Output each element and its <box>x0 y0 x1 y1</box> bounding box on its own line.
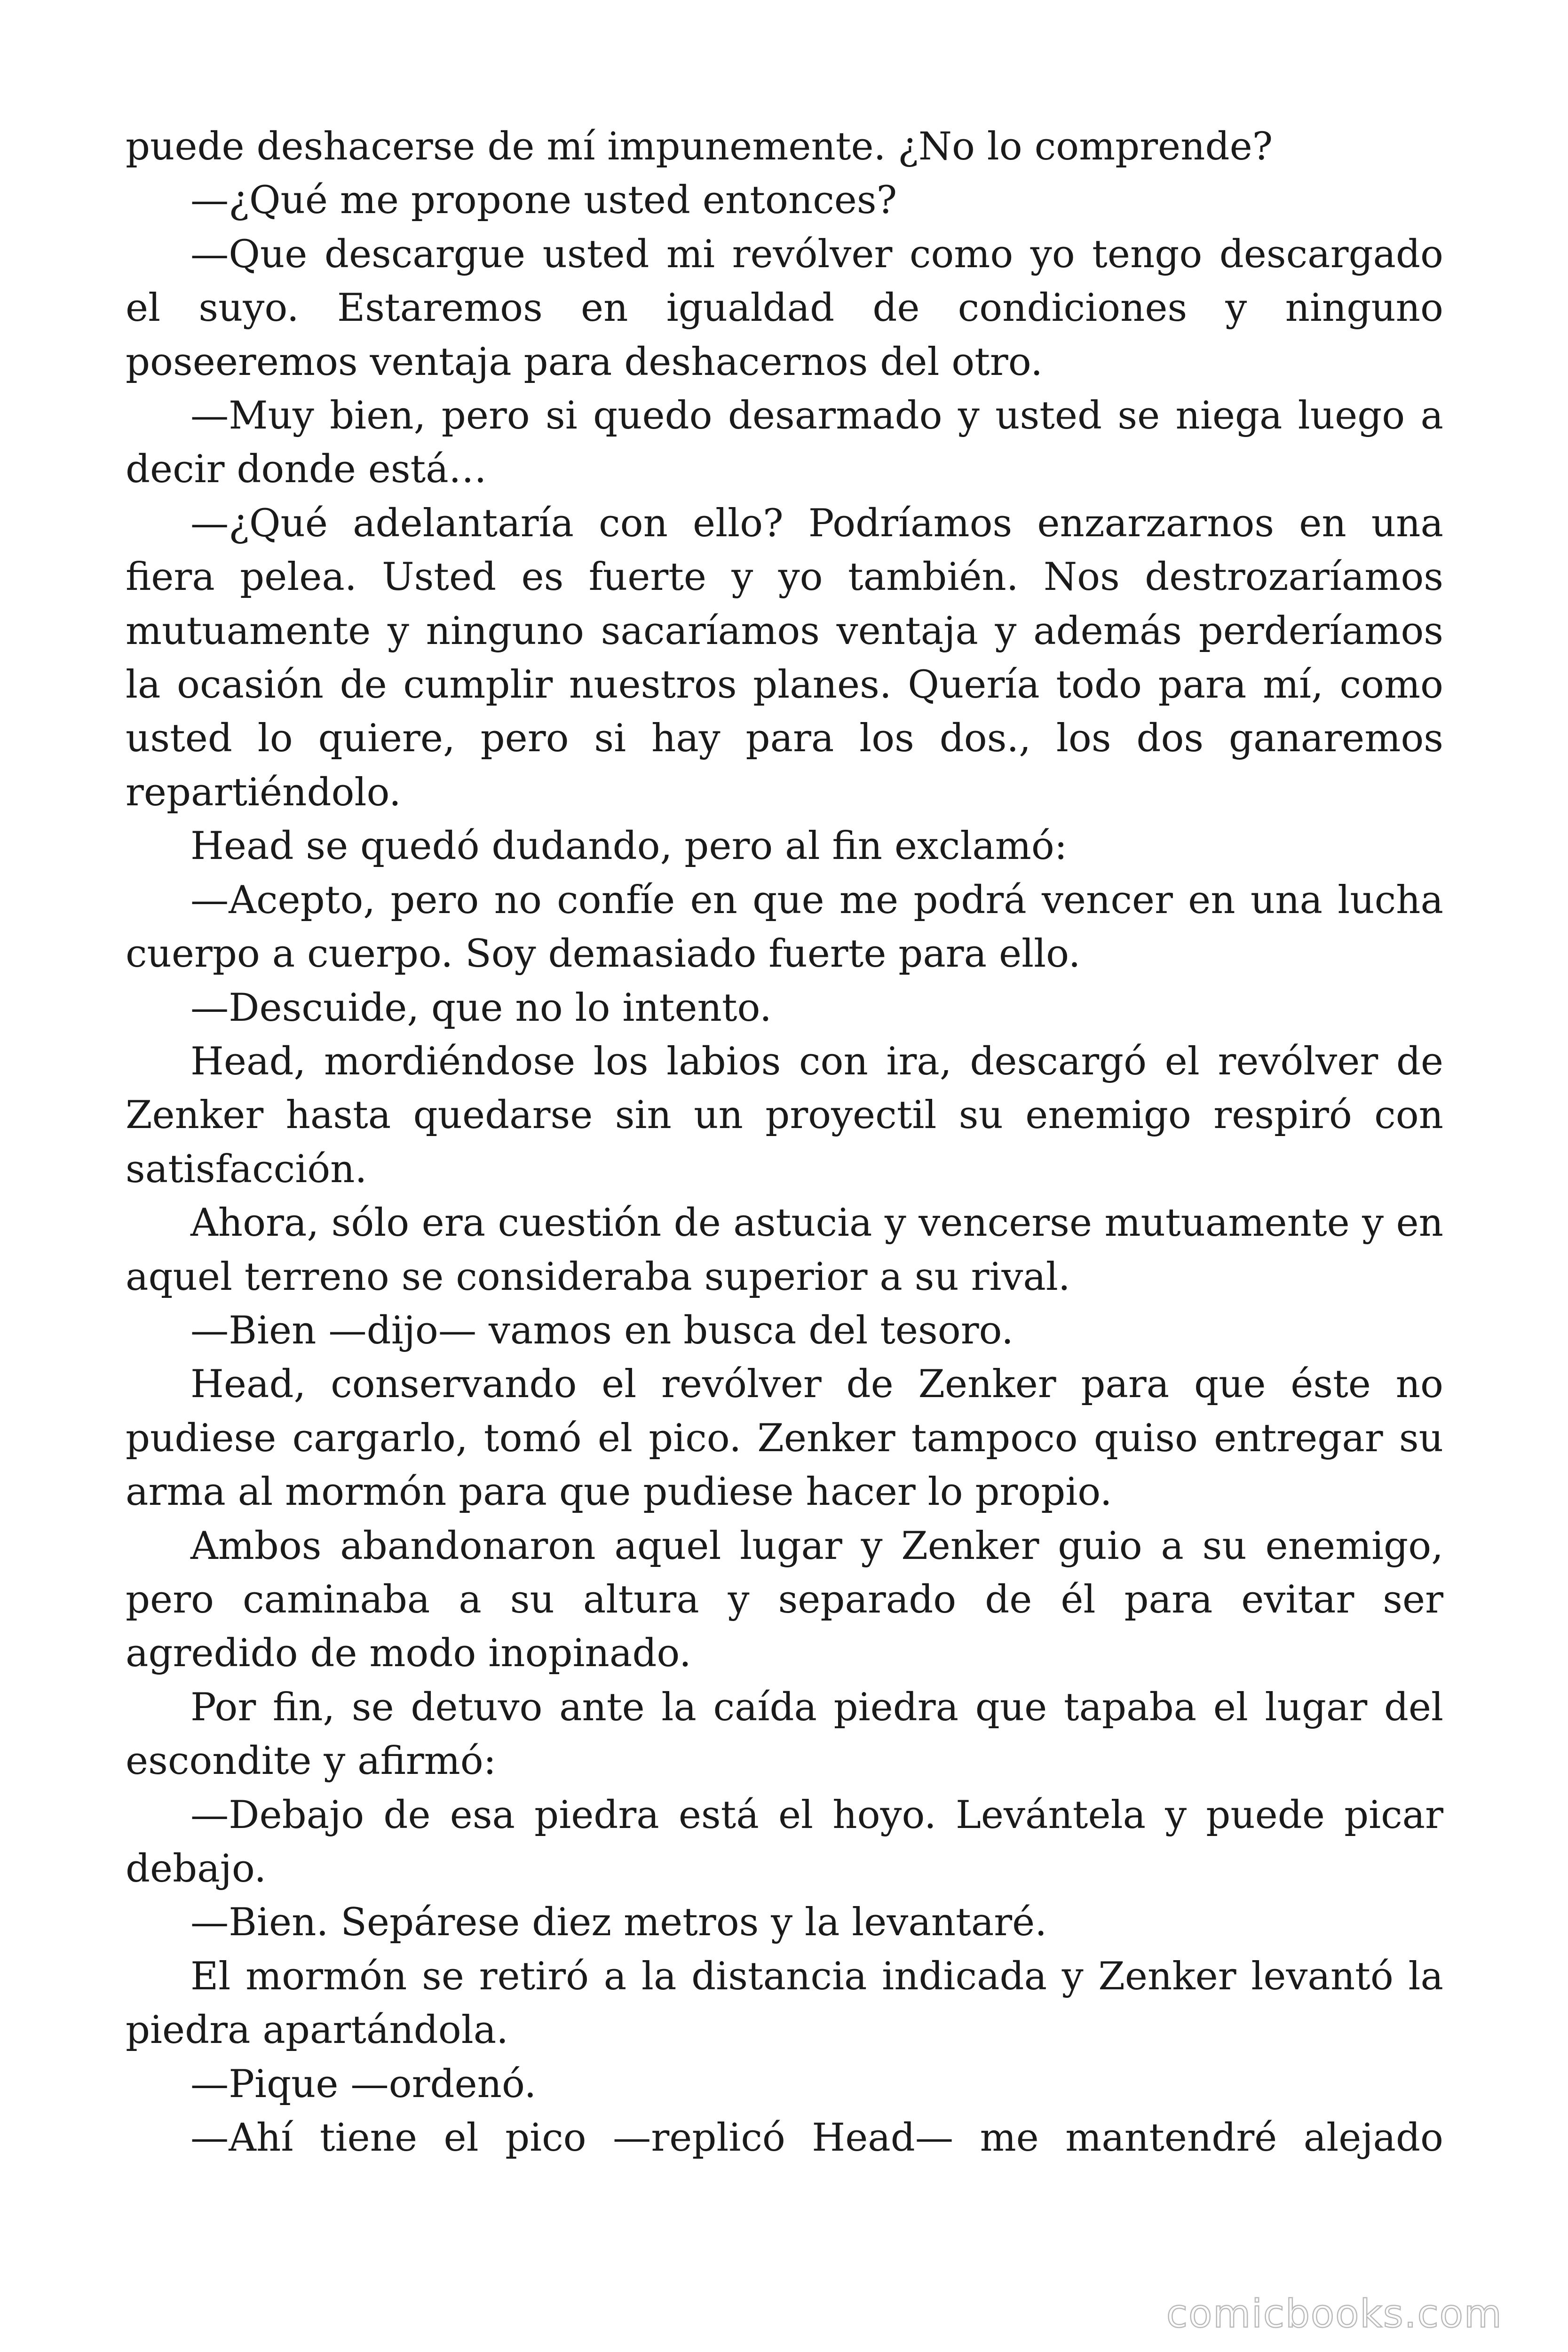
paragraph: —Debajo de esa piedra está el hoyo. Levántela y puede picar debajo. <box>126 1793 1443 1891</box>
paragraph: —¿Qué adelantaría con ello? Podríamos enzarzarnos en una fiera pelea. Usted es fuerte y yo también. Nos destrozaríamos mutuamente y ninguno sacaríamos ventaja y además perderíamos la ocasión de cumplir nuestros planes. Quería todo para mí, como usted lo quiere, pero si hay para los dos., los dos ganaremos repartiéndolo. <box>126 501 1443 815</box>
watermark: comicbooks.com <box>1166 2292 1503 2336</box>
paragraph: —¿Qué me propone usted entonces? <box>190 178 897 223</box>
paragraph: Head, conservando el revólver de Zenker para que éste no pudiese cargarlo, tomó el pico. Zenker tampoco quiso entregar su arma al mormón para que pudiese hacer lo propio. <box>126 1362 1443 1515</box>
paragraph: Head, mordiéndose los labios con ira, descargó el revólver de Zenker hasta quedarse sin un proyectil su enemigo respiró con satisfacción. <box>126 1039 1443 1192</box>
paragraph: Head se quedó dudando, pero al fin exclamó: <box>190 824 1068 869</box>
paragraph: —Bien. Sepárese diez metros y la levantaré. <box>190 1900 1047 1945</box>
paragraph: —Muy bien, pero si quedo desarmado y usted se niega luego a decir donde está… <box>126 394 1443 492</box>
paragraph: —Que descargue usted mi revólver como yo tengo descargado el suyo. Estaremos en igualdad de condiciones y ninguno poseeremos ventaja para deshacernos del otro. <box>126 232 1443 384</box>
paragraph: Por fin, se detuvo ante la caída piedra que tapaba el lugar del escondite y afirmó: <box>126 1685 1443 1784</box>
paragraph: —Descuide, que no lo intento. <box>190 985 772 1030</box>
paragraph: —Pique —ordenó. <box>190 2062 537 2106</box>
paragraph: El mormón se retiró a la distancia indicada y Zenker levantó la piedra apartándola. <box>126 1954 1443 2053</box>
paragraph: —Ahí tiene el pico —replicó Head— me mantendré alejado <box>190 2116 1443 2161</box>
paragraph: —Acepto, pero no confíe en que me podrá vencer en una lucha cuerpo a cuerpo. Soy demasiado fuerte para ello. <box>126 878 1443 977</box>
paragraph: puede deshacerse de mí impunemente. ¿No lo comprende? <box>126 125 1273 169</box>
book-page-text <box>126 120 1443 2165</box>
paragraph: Ahora, sólo era cuestión de astucia y vencerse mutuamente y en aquel terreno se consideraba superior a su rival. <box>126 1201 1443 1299</box>
paragraph: —Bien —dijo— vamos en busca del tesoro. <box>190 1308 1014 1353</box>
paragraph: Ambos abandonaron aquel lugar y Zenker guio a su enemigo, pero caminaba a su altura y separado de él para evitar ser agredido de modo inopinado. <box>126 1524 1443 1676</box>
